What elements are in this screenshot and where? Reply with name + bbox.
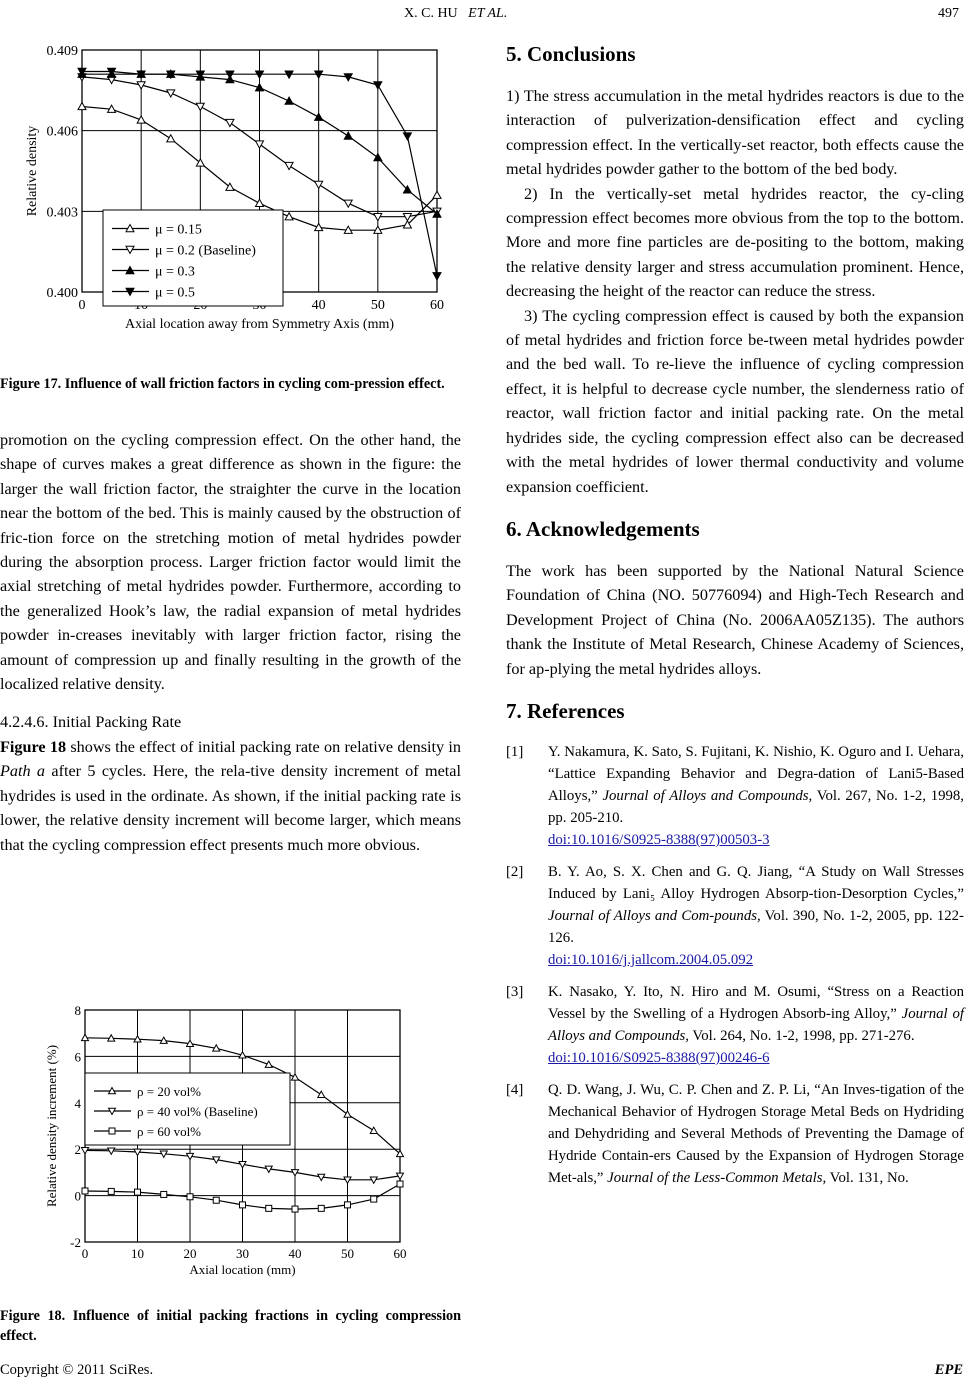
- running-head: X. C. HU ET AL.: [404, 6, 508, 21]
- reference-text: , Vol. 267, No. 1-2, 1998, pp. 205-210.: [548, 787, 964, 826]
- svg-text:10: 10: [131, 1246, 144, 1261]
- svg-text:μ = 0.5: μ = 0.5: [155, 285, 195, 301]
- reference-number: [2]: [506, 863, 524, 880]
- reference-number: [1]: [506, 743, 524, 760]
- journal-name: Journal of Alloys and Compounds: [602, 787, 809, 804]
- reference-text: K. Nasako, Y. Ito, N. Hiro and M. Osumi, “Stress on a Reaction Vessel by the Swelling of a Hydrogen Absorb-ing Alloy,”: [548, 983, 964, 1022]
- svg-text:μ = 0.15: μ = 0.15: [155, 222, 202, 238]
- acknowledgement-text: The work has been supported by the National Natural Science Foundation of China (NO. 50776094) and High-Tech Research and Development Project of China (No. 2006AA05Z135). The authors thank the Institute of Metal Research, Chinese Academy of Sciences, for ap-plying the metal hydrides alloys.: [506, 561, 964, 678]
- svg-text:0.400: 0.400: [46, 286, 78, 301]
- svg-text:ρ = 20 vol%: ρ = 20 vol%: [137, 1084, 202, 1099]
- section-title-conclusions: 5. Conclusions: [506, 42, 636, 66]
- svg-text:Axial location (mm): Axial location (mm): [189, 1262, 296, 1277]
- reference-item: [506, 861, 964, 971]
- left-column-text: [0, 428, 461, 857]
- svg-text:40: 40: [311, 298, 326, 313]
- journal-name: Journal of the Less-Common Metals: [607, 1169, 823, 1186]
- svg-text:0: 0: [78, 298, 86, 313]
- svg-text:0.409: 0.409: [46, 44, 78, 59]
- figure-18-chart: [40, 1003, 420, 1290]
- journal-abbrev: EPE: [934, 1362, 963, 1378]
- journal-name: Journal of Alloys and Compounds: [548, 1005, 964, 1044]
- svg-text:μ = 0.2 (Baseline): μ = 0.2 (Baseline): [155, 243, 256, 259]
- reference-number: [4]: [506, 1081, 524, 1098]
- reference-text: , Vol. 390, No. 1-2, 2005, pp. 122-126.: [548, 907, 964, 946]
- reference-text: Y. Nakamura, K. Sato, S. Fujitani, K. Nishio, K. Oguro and I. Uehara, “Lattice Expanding Behavior and Degra-dation of Lani5-Based Alloys,”: [548, 743, 964, 804]
- reference-item: [506, 981, 964, 1069]
- conclusion-item: 1) The stress accumulation in the metal hydrides reactors is due to the interaction of pulverization-densification effect and cycling compression effect. In the vertically-set reactor, both effects cause the metal hydrides powder gather to the bottom of the bed body.: [506, 87, 964, 179]
- svg-text:50: 50: [341, 1246, 354, 1261]
- reference-item: [506, 741, 964, 851]
- doi-link[interactable]: doi:10.1016/S0925-8388(97)00246-6: [548, 1049, 770, 1066]
- section-title-acknowledgements: 6. Acknowledgements: [506, 516, 700, 541]
- doi-link[interactable]: doi:10.1016/S0925-8388(97)00503-3: [548, 831, 770, 848]
- svg-text:0.406: 0.406: [46, 124, 78, 140]
- svg-text:20: 20: [183, 1246, 197, 1261]
- conclusion-item: 3) The cycling compression effect is caused by both the expansion of metal hydrides and friction force be-tween metal hydrides powder and the bed wall. To re-lieve the influence of cycling compression effect, it is helpful to decrease cycle number, the slenderness ratio of reactor, wall friction factor and initial packing rate. On the metal hydrides side, the cycling compression effect also can be decreased with the metal hydrides of lower thermal conductivity and volume expansion coefficient.: [506, 306, 964, 496]
- svg-text:-2: -2: [70, 1235, 81, 1250]
- reference-number: [3]: [506, 983, 524, 1000]
- paragraph: Figure 18 shows the effect of initial packing rate on relative density in Path a after 5 cycles. Here, the rela-tive density increment of metal hydrides is used in the ordinate. As shown, if the initial packing rate is lower, the relative density increment will become larger, which means that the cycling compression effect presents much more obvious.: [0, 737, 461, 854]
- journal-name: Journal of Alloys and Com-pounds: [548, 907, 757, 924]
- figure-17-chart: [0, 30, 470, 332]
- figure-18-caption: Figure 18. Influence of initial packing fractions in cycling compression effect.: [0, 1308, 461, 1344]
- section-title-references: 7. References: [506, 698, 625, 723]
- svg-text:Axial location away from Symme: Axial location away from Symmetry Axis (mm): [124, 317, 395, 332]
- svg-text:8: 8: [74, 1003, 81, 1018]
- figure-17-caption: Figure 17. Influence of wall friction factors in cycling com-pression effect.: [0, 376, 445, 392]
- svg-text:ρ = 40 vol% (Baseline): ρ = 40 vol% (Baseline): [137, 1104, 258, 1119]
- copyright: Copyright © 2011 SciRes.: [0, 1362, 154, 1378]
- svg-text:60: 60: [430, 298, 444, 313]
- svg-text:0: 0: [74, 1188, 81, 1204]
- svg-text:4: 4: [74, 1095, 81, 1111]
- svg-text:Relative density increment (%): Relative density increment (%): [44, 1044, 59, 1208]
- reference-text: , Vol. 264, No. 1-2, 1998, pp. 271-276.: [685, 1027, 915, 1044]
- subsection-title: 4.2.4.6. Initial Packing Rate: [0, 713, 182, 732]
- svg-text:6: 6: [74, 1049, 81, 1065]
- page-header: [0, 6, 967, 26]
- reference-text: , Vol. 131, No.: [822, 1169, 909, 1186]
- reference-list: [506, 741, 964, 1189]
- svg-text:40: 40: [288, 1246, 302, 1261]
- svg-text:0: 0: [81, 1246, 89, 1261]
- svg-text:60: 60: [393, 1246, 407, 1261]
- conclusion-item: 2) In the vertically-set metal hydrides reactor, the cy-cling compression effect becomes more obvious from the top to the bottom. More and more fine particles are de-positing to the bottom, making the relative density larger and stress accumulation prominent. Hence, decreasing the height of the reactor can reduce the stress.: [506, 184, 964, 301]
- svg-text:2: 2: [74, 1142, 81, 1158]
- reference-text: B. Y. Ao, S. X. Chen and G. Q. Jiang, “A Study on Wall Stresses Induced by Lani₅ Alloy Hydrogen Absorp-tion-Desorption Cycles,”: [548, 863, 964, 902]
- svg-text:50: 50: [370, 298, 385, 313]
- svg-text:30: 30: [236, 1246, 249, 1261]
- reference-text: Q. D. Wang, J. Wu, C. P. Chen and Z. P. Li, “An Inves-tigation of the Mechanical Behavior of Hydrogen Storage Metal Beds on Hydriding and Dehydriding and Several Methods of Preventing the Damage of Hydride Contain-ers Caused by the Expansion of Hydrogen Storage Met-als,”: [548, 1081, 964, 1186]
- svg-text:μ = 0.3: μ = 0.3: [155, 264, 195, 280]
- page-number: 497: [938, 6, 959, 21]
- svg-text:0.403: 0.403: [46, 205, 78, 221]
- right-column-text: [506, 40, 964, 1199]
- svg-text:ρ = 60 vol%: ρ = 60 vol%: [137, 1124, 202, 1139]
- paragraph: promotion on the cycling compression effect. On the other hand, the shape of curves makes a great difference as shown in the figure: the larger the wall friction factor, the straighter the curve in the location near the bottom of the bed. This is mainly caused by the obstruction of fric-tion force on the stretching motion of metal hydrides powder during the absorption process. Larger friction factor would limit the axial stretching of metal hydrides powder. Furthermore, according to the generalized Hook’s law, the radial expansion of metal hydrides powder in-creases inevitably with larger friction factor, rising the amount of compression up and finally resulting in the growth of the localized relative density.: [0, 431, 461, 694]
- svg-text:Relative density: Relative density: [25, 125, 40, 217]
- doi-link[interactable]: doi:10.1016/j.jallcom.2004.05.092: [548, 951, 754, 968]
- reference-item: [506, 1079, 964, 1189]
